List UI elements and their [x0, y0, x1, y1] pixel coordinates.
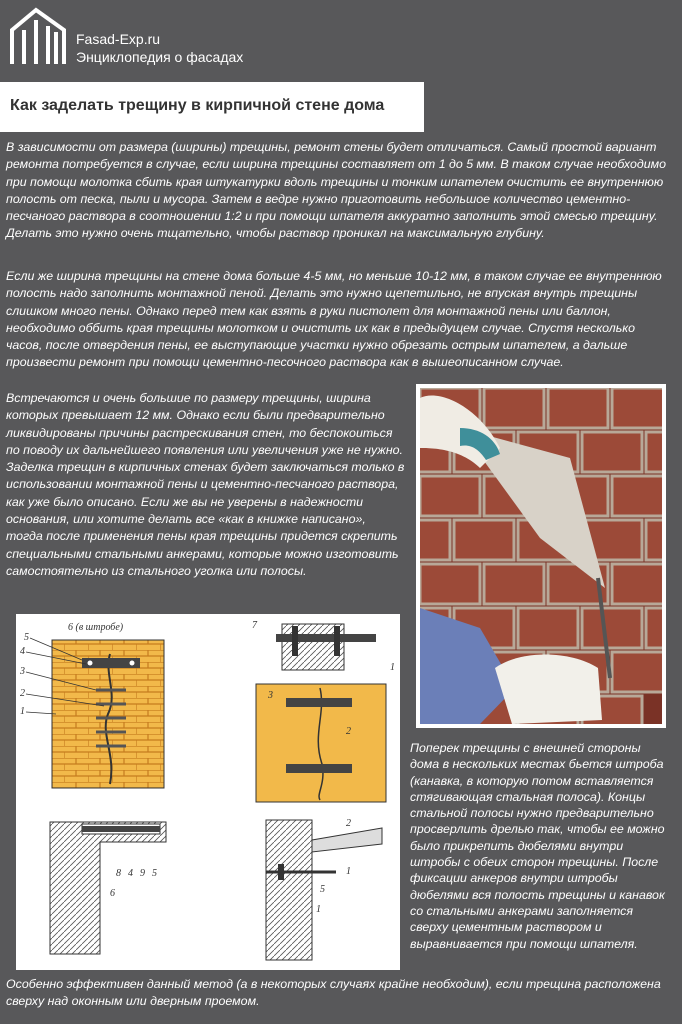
svg-text:1: 1	[346, 866, 351, 877]
anchor-diagram	[16, 614, 400, 970]
title-banner	[0, 82, 424, 132]
brick-wall-repair-photo	[416, 384, 666, 728]
svg-text:3: 3	[20, 666, 25, 677]
svg-text:1: 1	[316, 904, 321, 915]
svg-text:2: 2	[346, 726, 351, 737]
svg-text:2: 2	[20, 688, 25, 699]
svg-text:8: 8	[116, 868, 121, 879]
article-paragraph-4: Поперек трещины с внешней стороны дома в нескольких местах бьется штроба (канавка, в которую потом вставляется стягивающая стальная полоса). Концы стальной полосы нужно предварительно просверлить дрелью так, чтобы ее можно было прикрепить дюбелями внутри штробы с обеих сторон трещины. После фиксации анкеров внутри штробы дюбелями вся полость трещины и канавок со стальными анкерами заполняется сверху цементным раствором и выравнивается при помощи шпателя.	[410, 741, 665, 951]
site-name[interactable]: Fasad-Exp.ru	[76, 31, 161, 47]
svg-text:4: 4	[20, 646, 25, 657]
article-paragraph-2: Если же ширина трещины на стене дома больше 4-5 мм, но меньше 10-12 мм, в таком случае ее внутреннюю полость надо заполнить монтажной пеной. Делать это нужно щепетильно, не впуская внутрь трещины слишком много пены. Однако перед тем как взять в руки пистолет для монтажной пены или баллон, необходимо оббить края трещины молотком и очистить их как в предыдущем случае. Спустя несколько часов, после отвердения пены, ее выступающие участки нужно обрезать острым шпателем, а дальше произвести ремонт при помощи цементно-песочного раствора как в вышеописанном случае.	[6, 269, 662, 370]
svg-text:6: 6	[110, 888, 115, 899]
svg-text:9: 9	[140, 868, 145, 879]
svg-text:1: 1	[20, 706, 25, 717]
site-tagline: Энциклопедия о фасадах	[76, 49, 244, 65]
svg-text:5: 5	[320, 884, 325, 895]
article-paragraph-1: В зависимости от размера (ширины) трещины, ремонт стены будет отличаться. Самый простой вариант ремонта потребуется в случае, если ширина трещины составляет от 1 до 5 мм. В таком случае необходимо при помощи молотка сбить края штукатурки вдоль трещины и тонким шпателем очистить ее внутреннюю полость от песка, пыли и мусора. Затем в ведре нужно приготовить небольшое количество цементно-песчаного раствора в соотношении 1:2 и при помощи шпателя аккуратно заполнить этой смесью трещину. Делать это нужно очень тщательно, чтобы раствор проникал на максимальную глубину.	[6, 140, 666, 241]
article-paragraph-3: Встречаются и очень большие по размеру трещины, ширина которых превышает 12 мм. Однако если были предварительно ликвидированы причины растрескивания стен, то беспокоиться по поводу их дальнейшего появления или увеличения уже не нужно. Заделка трещин в кирпичных стенах будет заключаться только в использовании монтажной пены и цементно-песчаного раствора, как уже было описано. Если же вы не уверены в надежности основания, или хотите делать все «как в книжке написано», тогда после применения пены края трещины придется скрепить специальными стальными анкерами, которые можно изготовить самостоятельно из стального уголка или полосы.	[6, 391, 405, 578]
building-logo-icon[interactable]	[8, 6, 68, 66]
svg-text:5: 5	[152, 868, 157, 879]
diagram-label-top: 6 (в штробе)	[68, 622, 124, 633]
article-paragraph-5: Особенно эффективен данный метод (а в некоторых случаях крайне необходим), если трещина расположена сверху над оконным или дверным проемом.	[6, 977, 661, 1009]
page-title: Как заделать трещину в кирпичной стене дома	[10, 97, 385, 114]
svg-text:3: 3	[268, 690, 273, 701]
svg-text:7: 7	[252, 620, 257, 631]
svg-text:2: 2	[346, 818, 351, 829]
svg-text:5: 5	[24, 632, 29, 643]
site-branding[interactable]	[76, 30, 243, 66]
svg-text:4: 4	[128, 868, 133, 879]
svg-text:1: 1	[390, 662, 395, 673]
